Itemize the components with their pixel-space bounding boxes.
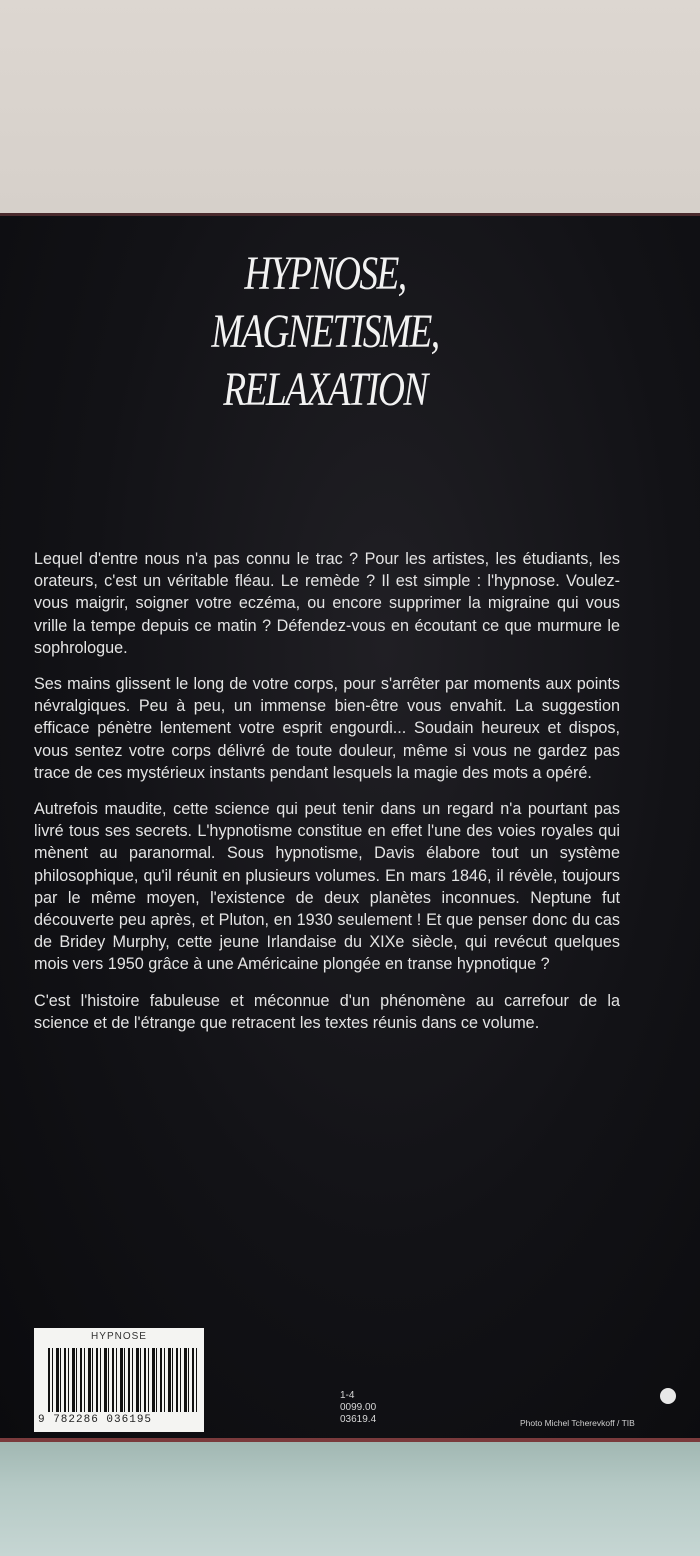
book-title — [189, 245, 462, 419]
title-line-3: RELAXATION — [223, 363, 427, 416]
barcode-label: HYPNOSE — [91, 1331, 147, 1342]
background-wall — [0, 0, 700, 215]
blurb-paragraph-3: Autrefois maudite, cette science qui peut tenir dans un regard n'a pourtant pas livré tous ses secrets. L'hypnotisme constitue en effet l'une des voies royales qui mènent au paranormal. Sous hypnotisme, Davis élabore tout un système philosophique, qu'il réunit en plusieurs volumes. En mars 1846, il révèle, toujours par le même moyen, l'existence de deux planètes inconnues. Neptune fut découverte peu après, et Pluton, en 1930 seulement ! Et que penser donc du cas de Bridey Murphy, cette jeune Irlandaise du XIXe siècle, qui revécut quelques mois vers 1950 grâce à une Américaine plongée en transe hypnotique ? — [34, 800, 620, 974]
price-code-2: 0099.00 — [340, 1402, 377, 1413]
blurb-text — [34, 548, 620, 1048]
price-codes — [340, 1390, 376, 1426]
title-line-2: MAGNETISME, — [211, 305, 439, 358]
blurb-paragraph-2: Ses mains glissent le long de votre corps, pour s'arrêter par moments aux points névralgiques. Peu à peu, un immense bien-être vous envahit. La suggestion efficace pénètre lentement votre esprit engourdi... Soudain heureux et dispos, vous sentez votre corps délivré de toute douleur, même si vous ne gardez pas trace de ces mystérieux instants pendant lesquels la magie des mots a opéré. — [34, 675, 620, 782]
blurb-paragraph-4: C'est l'histoire fabuleuse et méconnue d'un phénomène au carrefour de la science et de l'étrange que retracent les textes réunis dans ce volume. — [34, 991, 620, 1032]
barcode-sticker — [34, 1328, 204, 1432]
barcode-digits: 9 782286 036195 — [38, 1414, 153, 1426]
publisher-logo-icon — [660, 1388, 676, 1404]
price-code-1: 1-4 — [340, 1390, 355, 1401]
blurb-paragraph-1: Lequel d'entre nous n'a pas connu le trac ? Pour les artistes, les étudiants, les orateurs, c'est un véritable fléau. Le remède ? Il est simple : l'hypnose. Voulez-vous maigrir, soigner votre eczéma, ou encore supprimer la migraine qui vous vrille la tempe depuis ce matin ? Défendez-vous en écoutant ce que murmure le sophrologue. — [34, 550, 620, 657]
title-line-1: HYPNOSE, — [244, 247, 406, 300]
barcode-icon — [48, 1348, 198, 1412]
background-table — [0, 1430, 700, 1556]
price-code-3: 03619.4 — [340, 1414, 377, 1425]
photo-credit: Photo Michel Tcherevkoff / TIB — [520, 1418, 635, 1428]
